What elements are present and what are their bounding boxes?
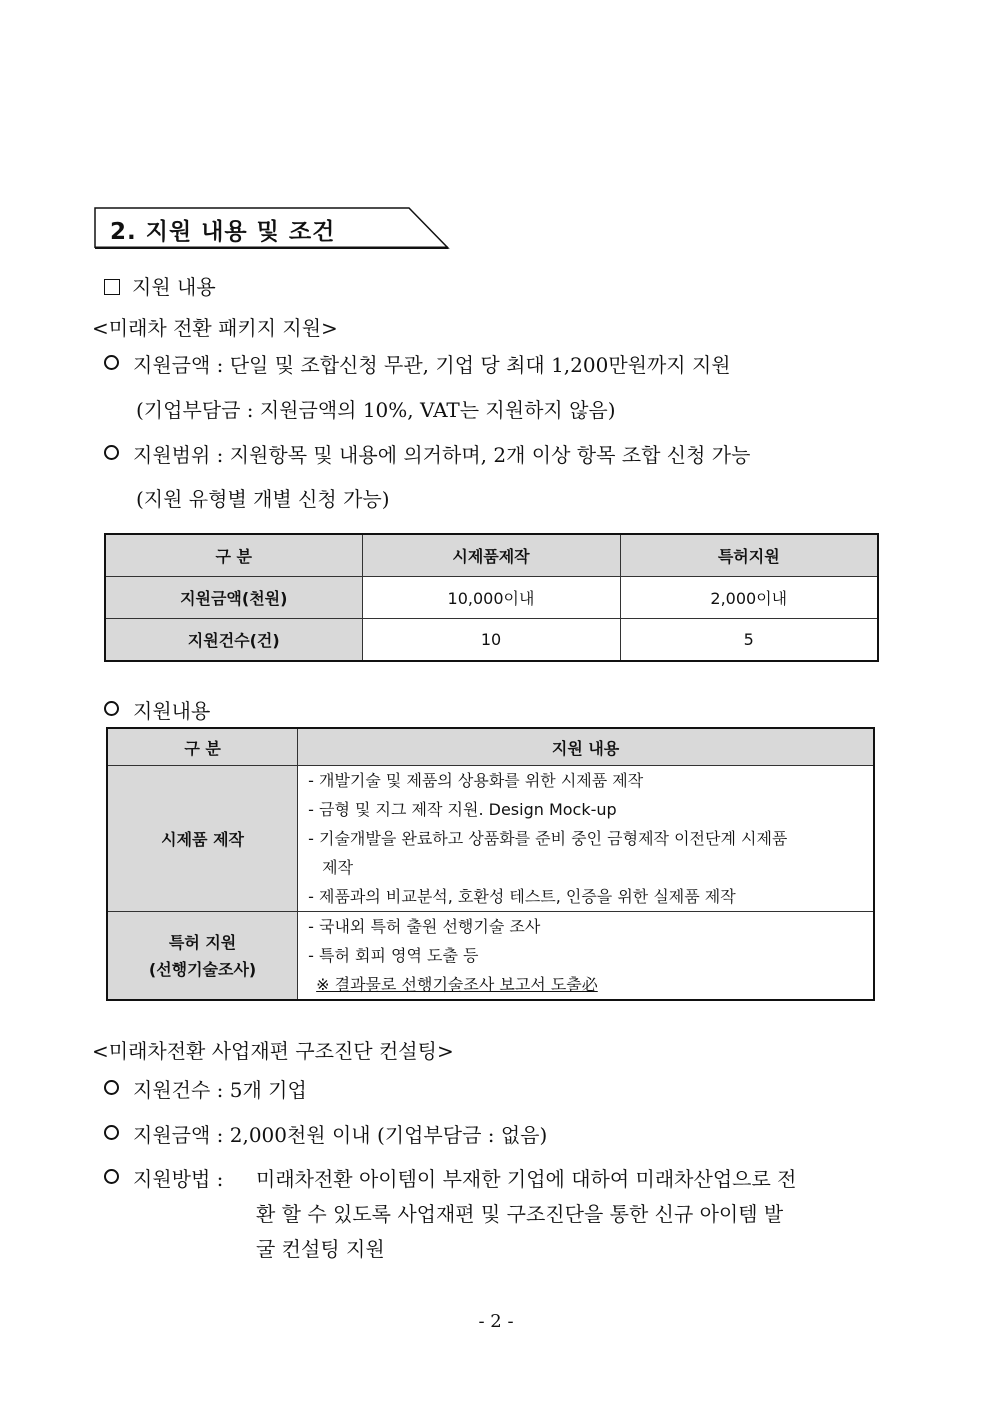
support-content-label: 지원내용 — [104, 695, 210, 724]
list-item: - 기술개발을 완료하고 상품화를 준비 중인 금형제작 이전단계 시제품 — [308, 829, 788, 848]
page-number: - 2 - — [478, 1311, 514, 1332]
table-cell: 2,000이내 — [620, 577, 878, 619]
group2-bullet-count: 지원건수 : 5개 기업 — [104, 1074, 307, 1103]
method-line: 미래차전환 아이템이 부재한 기업에 대하여 미래차산업으로 전 — [256, 1167, 797, 1191]
method-line: 환 할 수 있도록 사업재편 및 구조진단을 통한 신규 아이템 발 — [256, 1202, 784, 1226]
list-item: - 제품과의 비교분석, 호환성 테스트, 인증을 위한 실제품 제작 — [308, 887, 736, 906]
table-cell: 5 — [620, 619, 878, 662]
group2-title: <미래차전환 사업재편 구조진단 컨설팅> — [92, 1039, 454, 1063]
support-content-table — [106, 727, 875, 1001]
circle-bullet-icon — [104, 1080, 119, 1095]
square-bullet-icon — [104, 279, 120, 295]
group2-bullet-amount: 지원금액 : 2,000천원 이내 (기업부담금 : 없음) — [104, 1119, 547, 1148]
circle-bullet-icon — [104, 445, 119, 460]
table-cell: 10 — [362, 619, 620, 662]
list-item: 제작 — [322, 858, 354, 877]
table-header-cell: 지원 내용 — [298, 728, 874, 766]
table-header-cell: 구 분 — [105, 534, 362, 577]
circle-bullet-icon — [104, 1125, 119, 1140]
section-heading: 2. 지원 내용 및 조건 — [110, 219, 336, 245]
note-item: ※ 결과물로 선행기술조사 보고서 도출必 — [316, 975, 598, 994]
table-header-cell: 특허지원 — [620, 534, 878, 577]
row-label: 특허 지원 (선행기술조사) — [107, 912, 298, 1001]
table-row — [107, 912, 874, 1001]
table-row — [105, 619, 878, 662]
circle-bullet-icon — [104, 1169, 119, 1184]
method-line: 굴 컨설팅 지원 — [256, 1237, 385, 1261]
table-header-row — [105, 534, 878, 577]
group1-bullet-scope: 지원범위 : 지원항목 및 내용에 의거하며, 2개 이상 항목 조합 신청 가능 — [104, 439, 750, 468]
group2-bullet-method: 지원방법 : — [104, 1163, 223, 1192]
row-label: 지원금액(천원) — [105, 577, 362, 619]
table-header-cell: 구 분 — [107, 728, 298, 766]
table-header-row — [107, 728, 874, 766]
list-item: - 금형 및 지그 제작 지원. Design Mock-up — [308, 800, 617, 819]
group1-bullet-amount: 지원금액 : 단일 및 조합신청 무관, 기업 당 최대 1,200만원까지 지원 — [104, 349, 731, 378]
sub-heading: 지원 내용 — [104, 271, 216, 300]
circle-bullet-icon — [104, 355, 119, 370]
group1-title: <미래차 전환 패키지 지원> — [92, 316, 338, 340]
list-item: - 국내외 특허 출원 선행기술 조사 — [308, 917, 541, 936]
table-cell — [298, 766, 874, 912]
list-item: - 특허 회피 영역 도출 등 — [308, 946, 479, 965]
table-header-cell: 시제품제작 — [362, 534, 620, 577]
row-label: 시제품 제작 — [107, 766, 298, 912]
list-item: - 개발기술 및 제품의 상용화를 위한 시제품 제작 — [308, 771, 644, 790]
support-amount-table — [104, 533, 879, 662]
circle-bullet-icon — [104, 701, 119, 716]
table-row — [105, 577, 878, 619]
table-cell: 10,000이내 — [362, 577, 620, 619]
row-label: 지원건수(건) — [105, 619, 362, 662]
table-row — [107, 766, 874, 912]
section-heading-box — [94, 207, 450, 249]
table-cell — [298, 912, 874, 1001]
group1-bullet-scope-note: (지원 유형별 개별 신청 가능) — [136, 487, 390, 511]
group1-bullet-amount-note: (기업부담금 : 지원금액의 10%, VAT는 지원하지 않음) — [136, 398, 616, 422]
